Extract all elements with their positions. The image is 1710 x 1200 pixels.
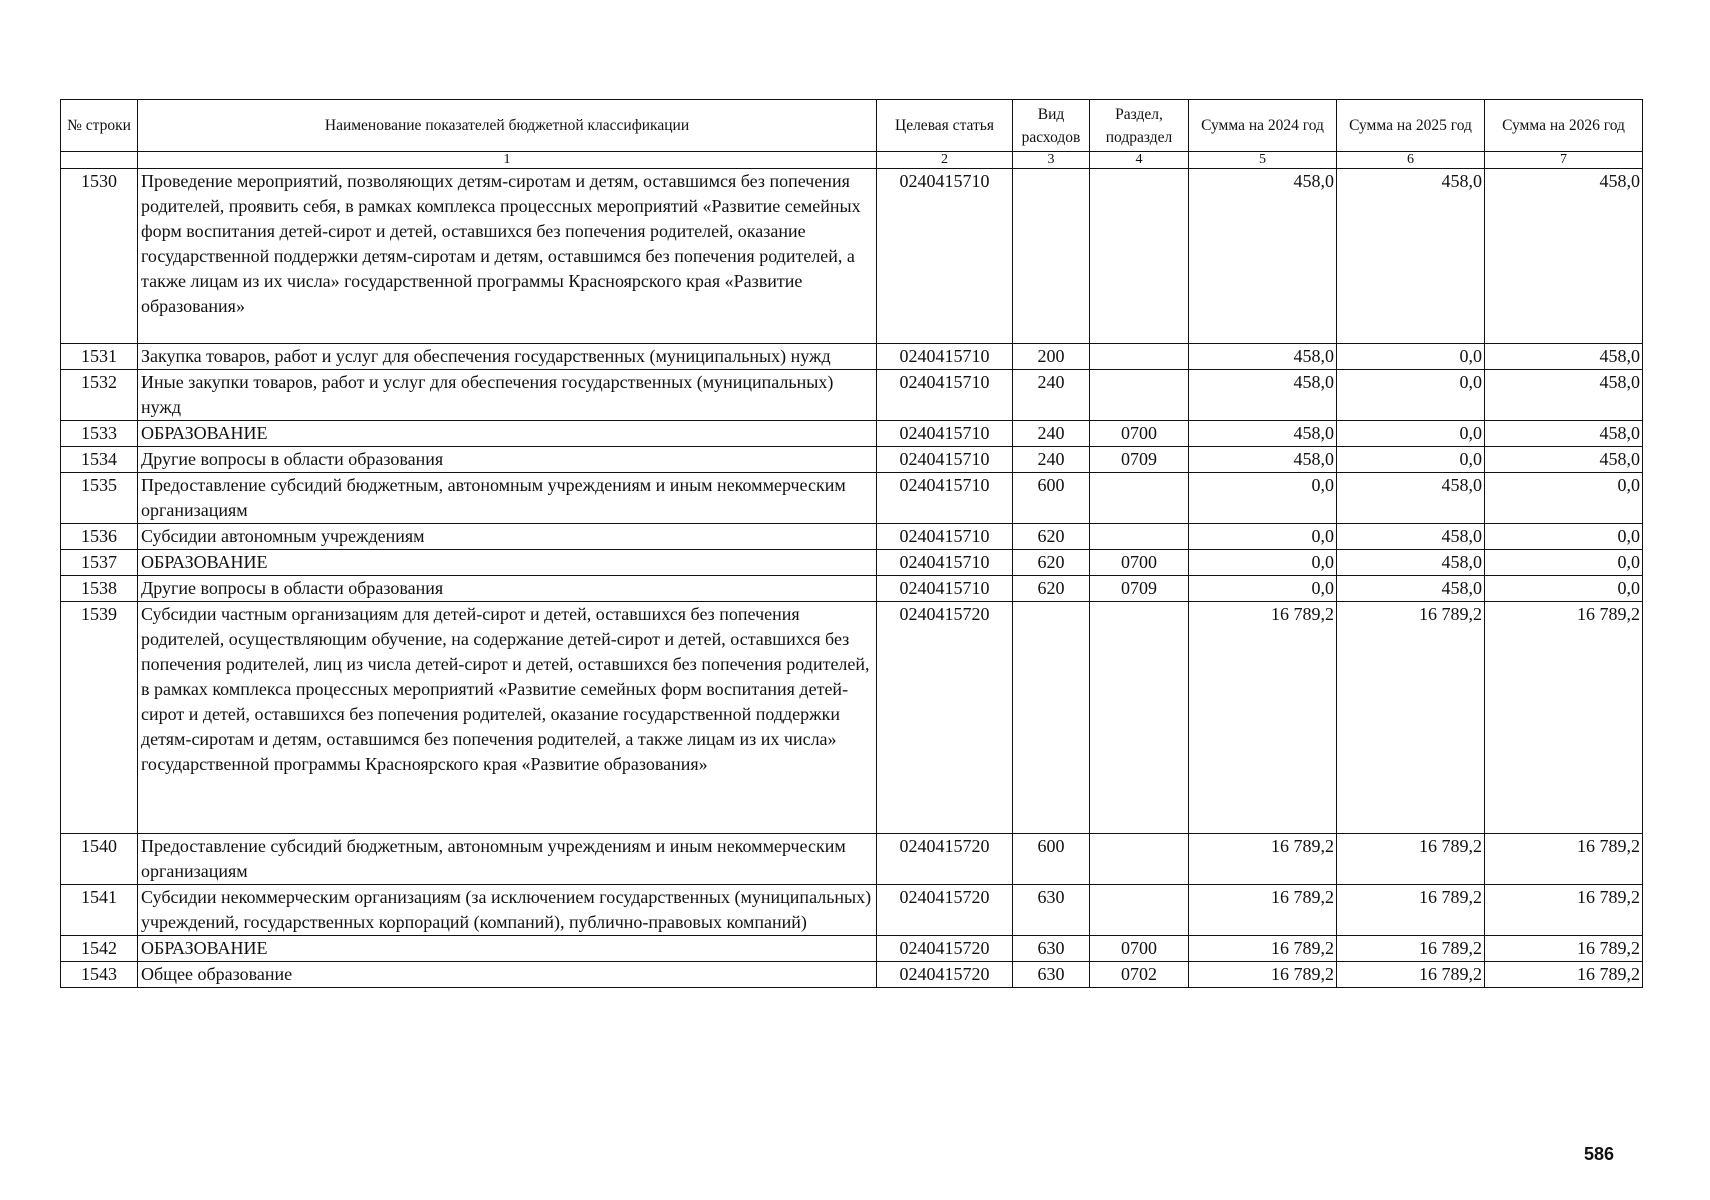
row-sum-2024: 16 789,2	[1189, 602, 1337, 834]
row-expense-kind: 600	[1013, 473, 1090, 524]
row-name: ОБРАЗОВАНИЕ	[138, 550, 877, 576]
row-sum-2025: 16 789,2	[1337, 885, 1485, 936]
row-name: Другие вопросы в области образования	[138, 447, 877, 473]
row-name: Предоставление субсидий бюджетным, автономным учреждениям и иным некоммерческим организациям	[138, 473, 877, 524]
row-expense-kind	[1013, 169, 1090, 344]
row-sum-2024: 0,0	[1189, 473, 1337, 524]
row-number: 1530	[61, 169, 138, 344]
row-sum-2025: 458,0	[1337, 169, 1485, 344]
row-sum-2026: 0,0	[1485, 524, 1643, 550]
row-expense-kind: 630	[1013, 936, 1090, 962]
row-sum-2026: 16 789,2	[1485, 962, 1643, 988]
row-sum-2024: 16 789,2	[1189, 936, 1337, 962]
row-sum-2025: 16 789,2	[1337, 834, 1485, 885]
row-target-code: 0240415710	[877, 169, 1013, 344]
row-sum-2024: 458,0	[1189, 421, 1337, 447]
row-sum-2024: 16 789,2	[1189, 834, 1337, 885]
table-body	[61, 169, 1643, 988]
row-sum-2025: 0,0	[1337, 421, 1485, 447]
header-target: Целевая статья	[877, 100, 1013, 152]
budget-table	[60, 99, 1643, 988]
header-section: Раздел, подраздел	[1090, 100, 1189, 152]
row-expense-kind: 620	[1013, 576, 1090, 602]
table-row	[61, 885, 1643, 936]
row-sum-2026: 0,0	[1485, 576, 1643, 602]
row-expense-kind	[1013, 602, 1090, 834]
row-section-code	[1090, 885, 1189, 936]
table-row	[61, 473, 1643, 524]
row-number: 1536	[61, 524, 138, 550]
column-number: 4	[1090, 152, 1189, 169]
row-sum-2026: 458,0	[1485, 344, 1643, 370]
row-sum-2025: 458,0	[1337, 524, 1485, 550]
header-sum-2025: Сумма на 2025 год	[1337, 100, 1485, 152]
row-number: 1541	[61, 885, 138, 936]
row-section-code: 0709	[1090, 447, 1189, 473]
row-expense-kind: 630	[1013, 885, 1090, 936]
row-number: 1538	[61, 576, 138, 602]
row-sum-2024: 458,0	[1189, 169, 1337, 344]
header-name: Наименование показателей бюджетной классификации	[138, 100, 877, 152]
column-number: 3	[1013, 152, 1090, 169]
row-target-code: 0240415720	[877, 602, 1013, 834]
row-sum-2026: 458,0	[1485, 169, 1643, 344]
table-row	[61, 936, 1643, 962]
row-section-code: 0700	[1090, 421, 1189, 447]
column-numbers-row	[61, 152, 1643, 169]
row-sum-2024: 0,0	[1189, 550, 1337, 576]
row-section-code	[1090, 370, 1189, 421]
row-sum-2026: 458,0	[1485, 370, 1643, 421]
row-sum-2025: 16 789,2	[1337, 936, 1485, 962]
row-sum-2025: 16 789,2	[1337, 962, 1485, 988]
header-row-no: № строки	[61, 100, 138, 152]
page-number: 586	[1584, 1144, 1615, 1164]
row-section-code: 0700	[1090, 550, 1189, 576]
column-number: 6	[1337, 152, 1485, 169]
row-number: 1540	[61, 834, 138, 885]
row-sum-2024: 458,0	[1189, 344, 1337, 370]
row-sum-2024: 16 789,2	[1189, 962, 1337, 988]
row-sum-2025: 458,0	[1337, 576, 1485, 602]
row-section-code	[1090, 834, 1189, 885]
row-expense-kind: 620	[1013, 524, 1090, 550]
row-number: 1542	[61, 936, 138, 962]
column-number: 1	[138, 152, 877, 169]
row-target-code: 0240415710	[877, 550, 1013, 576]
row-sum-2024: 16 789,2	[1189, 885, 1337, 936]
row-target-code: 0240415710	[877, 370, 1013, 421]
row-sum-2026: 458,0	[1485, 447, 1643, 473]
row-number: 1534	[61, 447, 138, 473]
row-target-code: 0240415710	[877, 344, 1013, 370]
row-target-code: 0240415720	[877, 885, 1013, 936]
table-row	[61, 421, 1643, 447]
row-target-code: 0240415710	[877, 421, 1013, 447]
table-row	[61, 344, 1643, 370]
row-number: 1535	[61, 473, 138, 524]
row-sum-2024: 0,0	[1189, 576, 1337, 602]
row-target-code: 0240415720	[877, 936, 1013, 962]
row-section-code	[1090, 344, 1189, 370]
row-sum-2026: 16 789,2	[1485, 834, 1643, 885]
table-row	[61, 576, 1643, 602]
row-name: Проведение мероприятий, позволяющих детям-сиротам и детям, оставшимся без попечения родителей, проявить себя, в рамках комплекса процессных мероприятий «Развитие семейных форм воспитания детей-сирот и детей, оставшихся без попечения родителей, оказание государственной поддержки детям-сиротам и детям, оставшимся без попечения родителей, а также лицам из их числа» государственной программы Красноярского края «Развитие образования»	[138, 169, 877, 344]
row-sum-2025: 0,0	[1337, 344, 1485, 370]
row-expense-kind: 240	[1013, 421, 1090, 447]
header-kind: Вид расходов	[1013, 100, 1090, 152]
row-sum-2026: 0,0	[1485, 550, 1643, 576]
row-sum-2026: 458,0	[1485, 421, 1643, 447]
row-section-code: 0702	[1090, 962, 1189, 988]
table-row	[61, 370, 1643, 421]
row-expense-kind: 240	[1013, 447, 1090, 473]
row-name: ОБРАЗОВАНИЕ	[138, 936, 877, 962]
row-target-code: 0240415720	[877, 962, 1013, 988]
row-expense-kind: 200	[1013, 344, 1090, 370]
row-sum-2025: 458,0	[1337, 550, 1485, 576]
row-section-code	[1090, 524, 1189, 550]
row-name: Общее образование	[138, 962, 877, 988]
row-sum-2026: 16 789,2	[1485, 885, 1643, 936]
row-section-code	[1090, 473, 1189, 524]
row-name: ОБРАЗОВАНИЕ	[138, 421, 877, 447]
header-sum-2024: Сумма на 2024 год	[1189, 100, 1337, 152]
table-row	[61, 447, 1643, 473]
row-section-code: 0709	[1090, 576, 1189, 602]
column-number: 2	[877, 152, 1013, 169]
column-number	[61, 152, 138, 169]
column-number: 5	[1189, 152, 1337, 169]
row-section-code	[1090, 169, 1189, 344]
column-number: 7	[1485, 152, 1643, 169]
row-section-code	[1090, 602, 1189, 834]
row-name: Другие вопросы в области образования	[138, 576, 877, 602]
row-sum-2025: 0,0	[1337, 370, 1485, 421]
row-name: Субсидии некоммерческим организациям (за исключением государственных (муниципальных) учреждений, государственных корпораций (компаний), публично-правовых компаний)	[138, 885, 877, 936]
row-target-code: 0240415720	[877, 834, 1013, 885]
row-number: 1543	[61, 962, 138, 988]
table-row	[61, 834, 1643, 885]
row-target-code: 0240415710	[877, 524, 1013, 550]
table-row	[61, 550, 1643, 576]
row-section-code: 0700	[1090, 936, 1189, 962]
row-number: 1539	[61, 602, 138, 834]
row-name: Закупка товаров, работ и услуг для обеспечения государственных (муниципальных) нужд	[138, 344, 877, 370]
row-number: 1532	[61, 370, 138, 421]
row-sum-2024: 458,0	[1189, 447, 1337, 473]
row-expense-kind: 240	[1013, 370, 1090, 421]
row-name: Иные закупки товаров, работ и услуг для обеспечения государственных (муниципальных) нужд	[138, 370, 877, 421]
row-sum-2025: 0,0	[1337, 447, 1485, 473]
row-sum-2026: 0,0	[1485, 473, 1643, 524]
table-row	[61, 602, 1643, 834]
header-row	[61, 100, 1643, 152]
row-sum-2025: 458,0	[1337, 473, 1485, 524]
table-row	[61, 524, 1643, 550]
row-expense-kind: 630	[1013, 962, 1090, 988]
row-number: 1533	[61, 421, 138, 447]
table-row	[61, 169, 1643, 344]
row-sum-2024: 458,0	[1189, 370, 1337, 421]
row-sum-2026: 16 789,2	[1485, 602, 1643, 834]
row-sum-2025: 16 789,2	[1337, 602, 1485, 834]
row-target-code: 0240415710	[877, 576, 1013, 602]
row-name: Субсидии автономным учреждениям	[138, 524, 877, 550]
row-number: 1531	[61, 344, 138, 370]
row-expense-kind: 620	[1013, 550, 1090, 576]
row-sum-2026: 16 789,2	[1485, 936, 1643, 962]
row-expense-kind: 600	[1013, 834, 1090, 885]
row-target-code: 0240415710	[877, 473, 1013, 524]
row-name: Предоставление субсидий бюджетным, автономным учреждениям и иным некоммерческим организациям	[138, 834, 877, 885]
row-number: 1537	[61, 550, 138, 576]
table-row	[61, 962, 1643, 988]
row-target-code: 0240415710	[877, 447, 1013, 473]
row-name: Субсидии частным организациям для детей-сирот и детей, оставшихся без попечения родителей, осуществляющим обучение, на содержание детей-сирот и детей, оставшихся без попечения родителей, лиц из числа детей-сирот и детей, оставшихся без попечения родителей, в рамках комплекса процессных мероприятий «Развитие семейных форм воспитания детей-сирот и детей, оставшихся без попечения родителей, оказание государственной поддержки детям-сиротам и детям, оставшимся без попечения родителей, а также лицам из их числа» государственной программы Красноярского края «Развитие образования»	[138, 602, 877, 834]
header-sum-2026: Сумма на 2026 год	[1485, 100, 1643, 152]
row-sum-2024: 0,0	[1189, 524, 1337, 550]
